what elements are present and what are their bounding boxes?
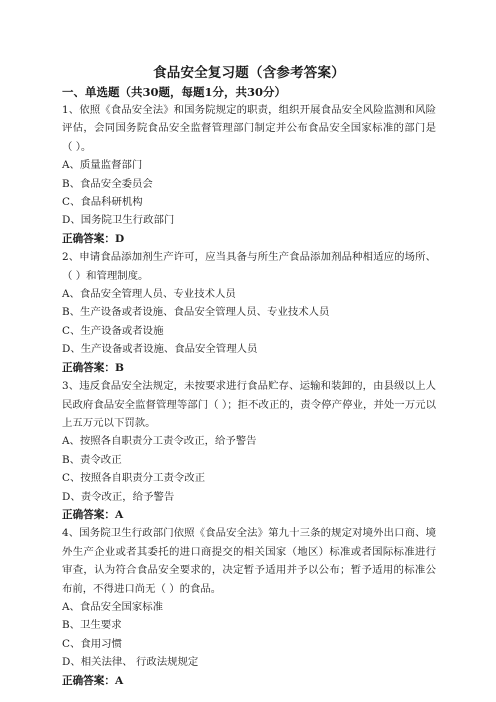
option-a: A、食品安全管理人员、专业技术人员 (62, 288, 236, 301)
option-a: A、质量监督部门 (62, 159, 143, 172)
option-c: C、生产设备或者设施 (62, 324, 164, 337)
question-1 (62, 101, 436, 248)
question-stem: 4、国务院卫生行政部门依照《食品安全法》第九十三条的规定对境外出口商、境外生产企业或者其委托的进口商提交的相关国家（地区）标准或者国际标准进行审查，认为符合食品安全要求的，决定暂予适用并予以公布；暂予适用的标准公布前，不得进口尚无（ ）的食品。 (62, 527, 436, 595)
document-title: 食品安全复习题（含参考答案） (153, 65, 345, 81)
option-b: B、食品安全委员会 (62, 177, 153, 190)
option-b: B、生产设备或者设施、食品安全管理人员、专业技术人员 (62, 306, 330, 319)
section-heading: 一、单选题（共30题，每题1分，共30分） (62, 85, 287, 99)
correct-answer: 正确答案：A (62, 508, 124, 521)
option-c: C、食用习惯 (62, 637, 122, 650)
question-2 (62, 248, 436, 377)
option-d: D、国务院卫生行政部门 (62, 214, 175, 227)
option-c: C、按照各自职责分工责令改正 (62, 472, 206, 485)
question-stem: 1、依照《食品安全法》和国务院规定的职责，组织开展食品安全风险监测和风险评估，会同国务院食品安全监督管理部门制定并公布食品安全国家标准的部门是（ ）。 (62, 104, 436, 153)
question-3 (62, 377, 436, 524)
question-4 (62, 524, 436, 690)
option-d: D、生产设备或者设施、食品安全管理人员 (62, 343, 258, 356)
option-a: A、按照各自职责分工责令改正，给予警告 (62, 435, 257, 448)
question-stem: 3、违反食品安全法规定，未按要求进行食品贮存、运输和装卸的，由县级以上人民政府食品安全监督管理等部门（ ）；拒不改正的，责令停产停业，并处一万元以上五万元以下罚款。 (62, 380, 436, 429)
question-stem: 2、申请食品添加剂生产许可，应当具备与所生产食品添加剂品种相适应的场所、 （ ）和管理制度。 (62, 251, 436, 282)
option-a: A、食品安全国家标准 (62, 600, 164, 613)
option-d: D、相关法律、 行政法规规定 (62, 656, 199, 669)
option-b: B、卫生要求 (62, 619, 122, 632)
option-d: D、责令改正，给予警告 (62, 490, 175, 503)
correct-answer: 正确答案：A (62, 674, 124, 687)
document-body (62, 64, 436, 690)
correct-answer: 正确答案：B (62, 361, 124, 374)
option-c: C、食品科研机构 (62, 196, 143, 209)
correct-answer: 正确答案：D (62, 232, 125, 245)
option-b: B、责令改正 (62, 453, 122, 466)
